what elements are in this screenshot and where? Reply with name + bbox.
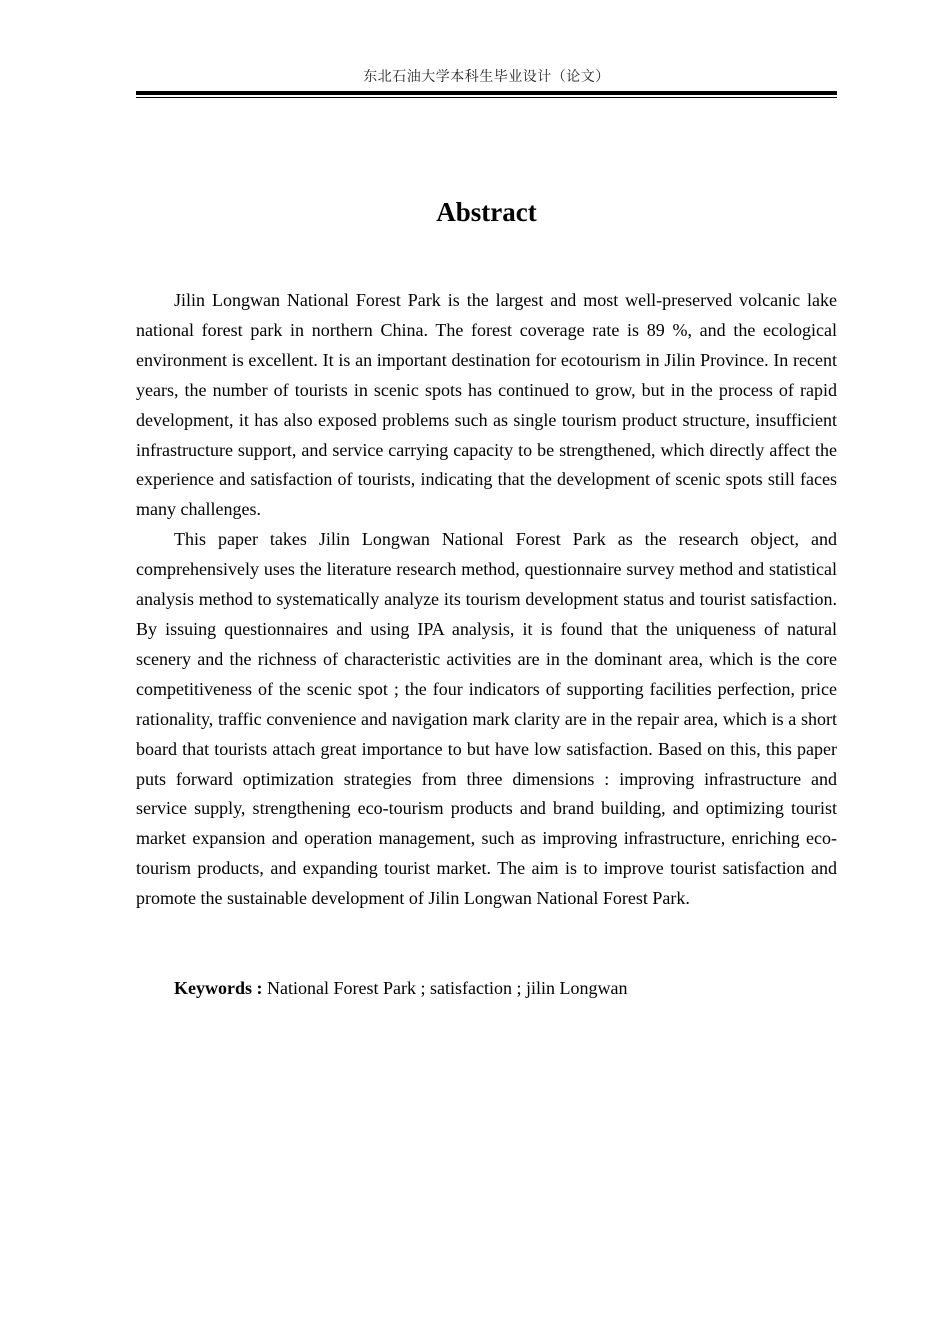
keywords-text: National Forest Park ; satisfaction ; jilin Longwan — [267, 978, 628, 998]
header-rule-thin — [136, 97, 837, 98]
abstract-paragraph-2: This paper takes Jilin Longwan National Forest Park as the research object, and comprehensively uses the literature research method, questionnaire survey method and statistical analysis method to systematically analyze its tourism development status and tourist satisfaction. By issuing questionnaires and using IPA analysis, it is found that the uniqueness of natural scenery and the richness of characteristic activities are in the dominant area, which is the core competitiveness of the scenic spot ; the four indicators of supporting facilities perfection, price rationality, traffic convenience and navigation mark clarity are in the repair area, which is a short board that tourists attach great importance to but have low satisfaction. Based on this, this paper puts forward optimization strategies from three dimensions : improving infrastructure and service supply, strengthening eco-tourism products and brand building, and optimizing tourist market expansion and operation management, such as improving infrastructure, enriching eco-tourism products, and expanding tourist market. The aim is to improve tourist satisfaction and promote the sustainable development of Jilin Longwan National Forest Park. — [136, 529, 837, 909]
keywords-label: Keywords : — [174, 978, 267, 998]
abstract-paragraph-1: Jilin Longwan National Forest Park is the largest and most well-preserved volcanic lake national forest park in northern China. The forest coverage rate is 89 %, and the ecological environment is excellent. It is an important destination for ecotourism in Jilin Province. In recent years, the number of tourists in scenic spots has continued to grow, but in the process of rapid development, it has also exposed problems such as single tourism product structure, insufficient infrastructure support, and service carrying capacity to be strengthened, which directly affect the experience and satisfaction of tourists, indicating that the development of scenic spots still faces many challenges. — [136, 290, 837, 520]
running-header: 东北石油大学本科生毕业设计（论文） — [363, 69, 610, 85]
keywords-line — [136, 974, 837, 1003]
header-rule-thick — [136, 91, 837, 95]
abstract-title: Abstract — [436, 197, 537, 227]
abstract-body — [136, 286, 837, 914]
